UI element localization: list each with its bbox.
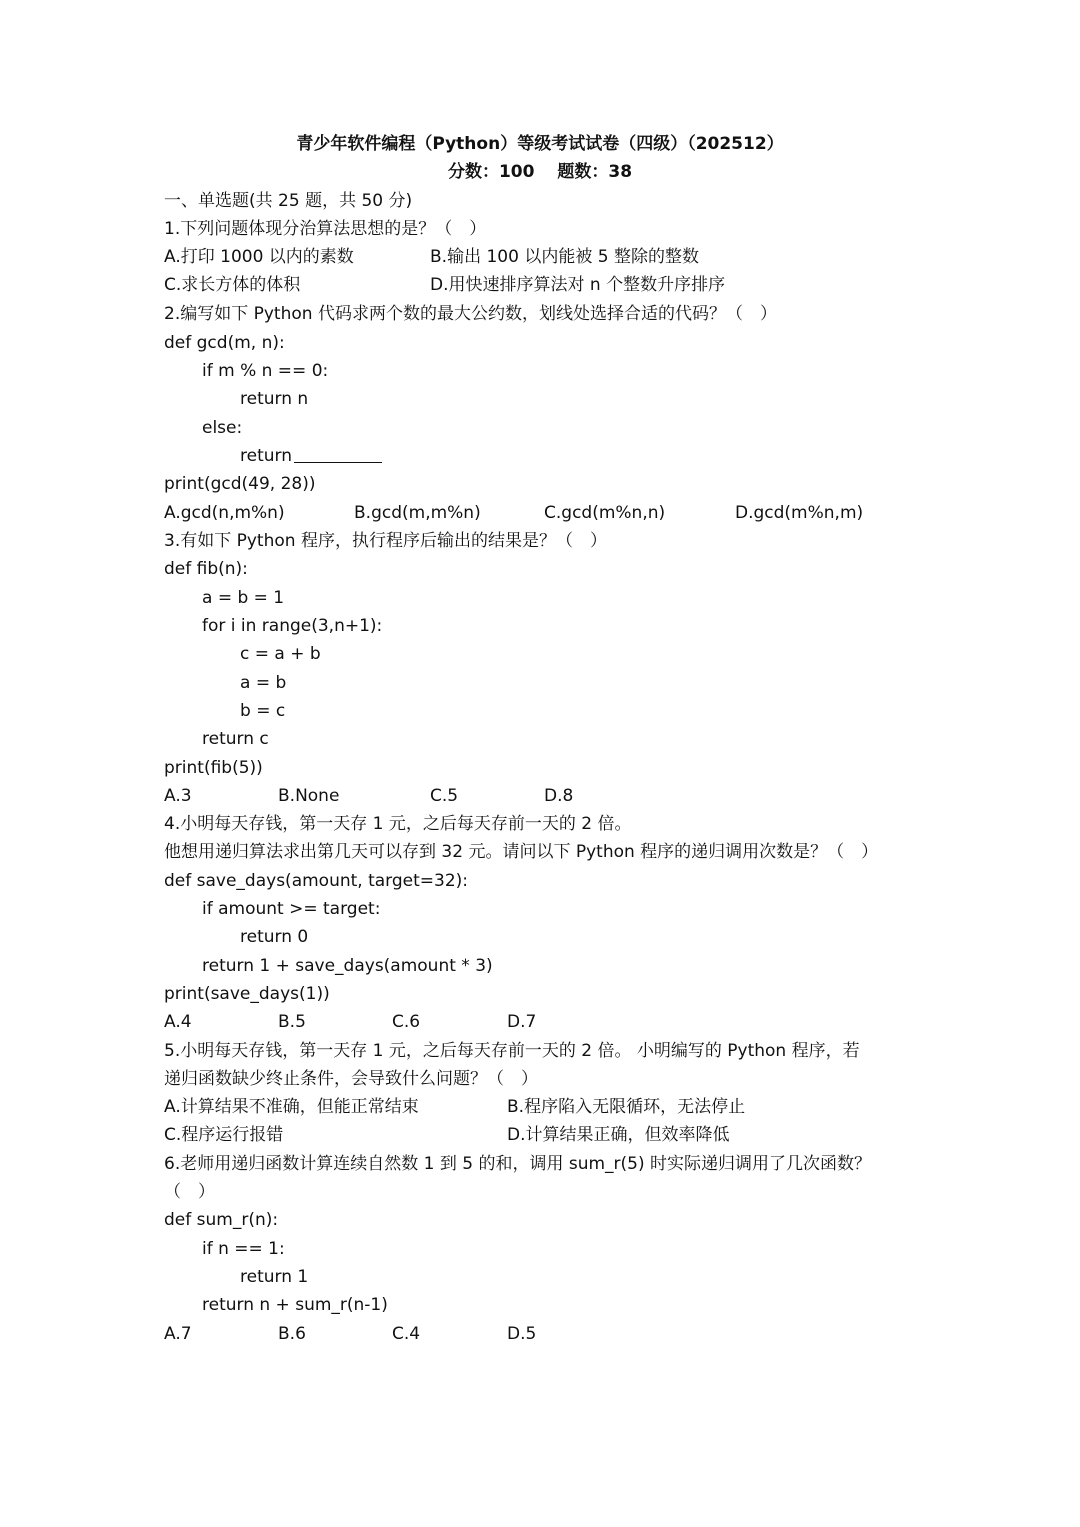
question-1-stem: 1.下列问题体现分治算法思想的是？（ ） — [164, 219, 487, 239]
code-line: for i in range(3,n+1): — [202, 616, 383, 636]
question-1-option-d: D.用快速排序算法对 n 个整数升序排序 — [430, 275, 726, 295]
question-3-option-d: D.8 — [544, 786, 574, 806]
code-line: else: — [202, 418, 243, 438]
code-line: c = a + b — [240, 644, 321, 664]
code-line-with-blank — [240, 442, 382, 470]
code-line: b = c — [240, 701, 286, 721]
code-line: def gcd(m, n): — [164, 333, 285, 353]
question-6-option-c: C.4 — [392, 1324, 421, 1344]
question-2-option-b: B.gcd(m,m%n) — [354, 503, 481, 523]
question-1-option-c: C.求长方体的体积 — [164, 275, 301, 295]
question-4-stem-continued: 他想用递归算法求出第几天可以存到 32 元。请问以下 Python 程序的递归调用次数是？（ ） — [164, 842, 879, 862]
code-line: return n + sum_r(n-1) — [202, 1295, 388, 1315]
code-line: return 1 — [240, 1267, 309, 1287]
exam-title: 青少年软件编程（Python）等级考试试卷（四级）（202512） — [296, 134, 784, 154]
code-line: if n == 1: — [202, 1239, 285, 1259]
code-line: if amount >= target: — [202, 899, 381, 919]
code-line: return c — [202, 729, 269, 749]
code-line: return 0 — [240, 927, 309, 947]
question-5-option-c: C.程序运行报错 — [164, 1125, 284, 1145]
question-4-option-c: C.6 — [392, 1012, 421, 1032]
question-4-option-d: D.7 — [507, 1012, 537, 1032]
question-3-stem: 3.有如下 Python 程序，执行程序后输出的结果是？（ ） — [164, 531, 607, 551]
answer-blank — [294, 445, 382, 463]
code-line: print(fib(5)) — [164, 758, 263, 778]
question-6-option-d: D.5 — [507, 1324, 537, 1344]
question-2-option-a: A.gcd(n,m%n) — [164, 503, 285, 523]
question-3-option-b: B.None — [278, 786, 340, 806]
question-4-option-a: A.4 — [164, 1012, 192, 1032]
question-4-stem: 4.小明每天存钱，第一天存 1 元，之后每天存前一天的 2 倍。 — [164, 814, 632, 834]
question-1-option-a: A.打印 1000 以内的素数 — [164, 247, 354, 267]
question-6-stem-continued: （ ） — [164, 1182, 215, 1202]
question-5-option-d: D.计算结果正确，但效率降低 — [507, 1125, 730, 1145]
code-line: return n — [240, 389, 309, 409]
question-6-stem: 6.老师用递归函数计算连续自然数 1 到 5 的和，调用 sum_r(5) 时实际递归调用了几次函数？ — [164, 1154, 872, 1174]
code-line: a = b — [240, 673, 287, 693]
section-heading: 一、单选题(共 25 题，共 50 分) — [164, 191, 413, 211]
code-line: def save_days(amount, target=32): — [164, 871, 469, 891]
code-line: return 1 + save_days(amount * 3) — [202, 956, 493, 976]
question-2-option-c: C.gcd(m%n,n) — [544, 503, 666, 523]
code-line: if m % n == 0: — [202, 361, 329, 381]
question-6-option-a: A.7 — [164, 1324, 192, 1344]
exam-subtitle: 分数：100 题数：38 — [447, 162, 633, 182]
code-line: a = b = 1 — [202, 588, 285, 608]
code-line: print(save_days(1)) — [164, 984, 330, 1004]
question-5-option-a: A.计算结果不准确，但能正常结束 — [164, 1097, 419, 1117]
question-2-stem: 2.编写如下 Python 代码求两个数的最大公约数，划线处选择合适的代码？（ ） — [164, 304, 777, 324]
code-line: def fib(n): — [164, 559, 248, 579]
question-3-option-c: C.5 — [430, 786, 459, 806]
code-line: def sum_r(n): — [164, 1210, 279, 1230]
question-2-option-d: D.gcd(m%n,m) — [735, 503, 864, 523]
question-1-option-b: B.输出 100 以内能被 5 整除的整数 — [430, 247, 699, 267]
question-4-option-b: B.5 — [278, 1012, 306, 1032]
question-5-stem-continued: 递归函数缺少终止条件，会导致什么问题？（ ） — [164, 1069, 538, 1089]
question-3-option-a: A.3 — [164, 786, 192, 806]
code-line: return — [240, 446, 292, 466]
code-line: print(gcd(49, 28)) — [164, 474, 316, 494]
question-5-option-b: B.程序陷入无限循环，无法停止 — [507, 1097, 746, 1117]
question-5-stem: 5.小明每天存钱，第一天存 1 元，之后每天存前一天的 2 倍。 小明编写的 Python 程序，若 — [164, 1041, 860, 1061]
question-6-option-b: B.6 — [278, 1324, 306, 1344]
